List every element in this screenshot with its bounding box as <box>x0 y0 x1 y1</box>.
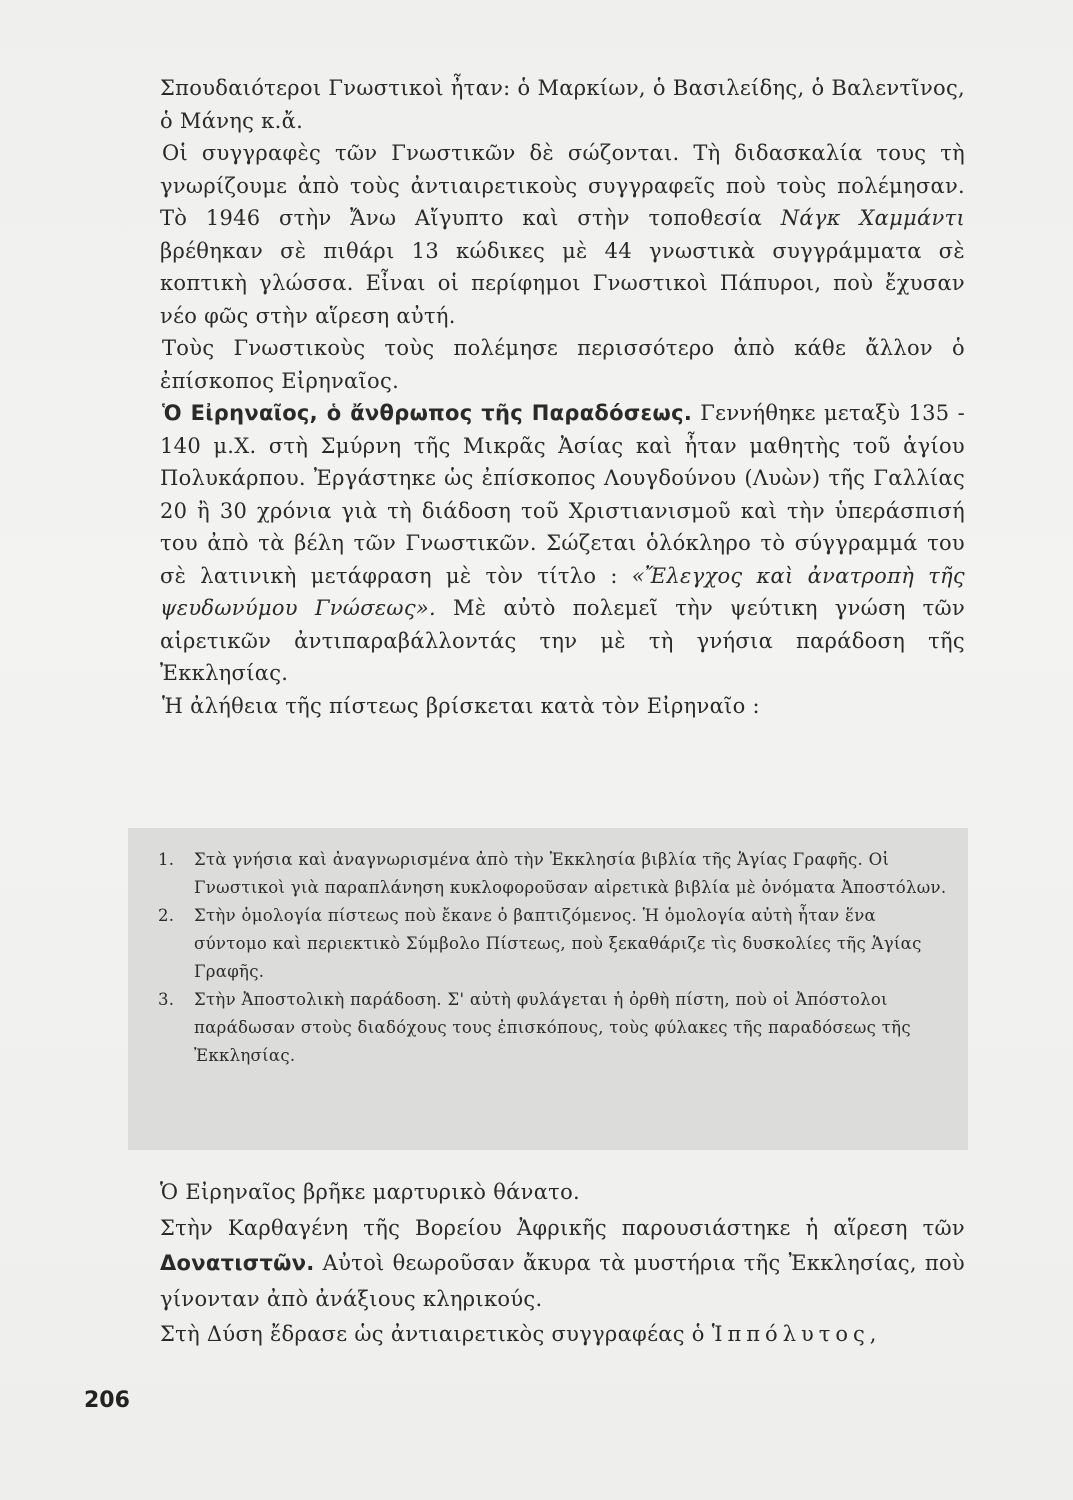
paragraph <box>160 1317 965 1353</box>
paragraph-text: Οἱ συγγραφὲς τῶν Γνωστικῶν δὲ σώζονται. Τὴ διδασκαλία τους τὴ γνωρίζουμε ἀπὸ τοὺς ἀντιαιρετικοὺς συγγραφεῖς ποὺ τοὺς πολέμησαν. Τὸ 1946 στὴν Ἄνω Αἴγυπτο καὶ στὴν τοποθεσία <box>160 141 965 230</box>
paragraph-text: βρέθηκαν σὲ πιθάρι 13 κώδικες μὲ 44 γνωστικὰ συγγράμματα σὲ κοπτικὴ γλώσσα. Εἶναι οἱ περίφημοι Γνωστικοὶ Πάπυροι, ποὺ ἔχυσαν νέο φῶς στὴν αἵρεση αὐτή. <box>160 238 965 328</box>
main-text <box>160 72 965 722</box>
list-number: 3. <box>158 990 175 1009</box>
paragraph <box>160 137 965 332</box>
paragraph <box>160 397 965 690</box>
numbered-list <box>158 846 948 1070</box>
paragraph <box>160 72 965 137</box>
section-heading: Ὁ Εἰρηναῖος, ὁ ἄνθρωπος τῆς Παραδόσεως. <box>162 401 693 425</box>
lower-text <box>160 1175 965 1353</box>
page-number: 206 <box>84 1388 130 1413</box>
list-text: Στὴν ὁμολογία πίστεως ποὺ ἔκανε ὁ βαπτιζόμενος. Ἡ ὁμολογία αὐτὴ ἦταν ἕνα σύντομο καὶ περιεκτικὸ Σύμβολο Πίστεως, ποὺ ξεκαθάριζε τὶς δυσκολίες τῆς Ἁγίας Γραφῆς. <box>194 906 922 981</box>
paragraph <box>160 690 965 723</box>
author-name-spaced: Ἱππόλυτος, <box>711 1322 882 1346</box>
list-number: 2. <box>158 906 175 925</box>
paragraph-text: Στὴν Καρθαγένη τῆς Βορείου Ἀφρικῆς παρουσιάστηκε ἡ αἵρεση τῶν <box>160 1215 965 1240</box>
paragraph-text: Στὴ Δύση ἔδρασε ὡς ἀντιαιρετικὸς συγγραφέας ὁ <box>160 1322 705 1346</box>
paragraph <box>160 332 965 397</box>
place-name-italic: Νάγκ Χαμμάντι <box>780 206 965 230</box>
paragraph-text: Γεννήθηκε μεταξὺ 135 - 140 μ.Χ. στὴ Σμύρνη τῆς Μικρᾶς Ἀσίας καὶ ἦταν μαθητὴς τοῦ ἁγίου Πολυκάρπου. Ἐργάστηκε ὡς ἐπίσκοπος Λουγδούνου (Λυὼν) τῆς Γαλλίας 20 ἢ 30 χρόνια γιὰ τὴ διάδοση τοῦ Χριστιανισμοῦ καὶ τὴν ὑπεράσπισή του ἀπὸ τὰ βέλη τῶν Γνωστικῶν. Σώζεται ὁλόκληρο τὸ σύγγραμμά του σὲ λατινικὴ μετάφραση μὲ τὸν τίτλο : <box>160 401 965 588</box>
paragraph-text: Τοὺς Γνωστικοὺς τοὺς πολέμησε περισσότερο ἀπὸ κάθε ἄλλον ὁ ἐπίσκοπος Εἰρηναῖος. <box>160 336 965 393</box>
paragraph-text: Αὐτοὶ θεωροῦσαν ἄκυρα τὰ μυστήρια τῆς Ἐκκλησίας, ποὺ γίνονταν ἀπὸ ἀνάξιους κληρικούς. <box>160 1251 965 1311</box>
list-item <box>158 986 948 1070</box>
book-title-italic: «Ἔλεγχος καὶ ἀνατροπὴ τῆς ψευδωνύμου Γνώσεως». <box>160 563 965 620</box>
list-text: Στὴν Ἀποστολικὴ παράδοση. Σ' αὐτὴ φυλάγεται ἡ ὀρθὴ πίστη, ποὺ οἱ Ἀπόστολοι παράδωσαν στοὺς διαδόχους τους ἐπισκόπους, τοὺς φύλακες τῆς παραδόσεως τῆς Ἐκκλησίας. <box>194 990 911 1065</box>
list-text: Στὰ γνήσια καὶ ἀναγνωρισμένα ἀπὸ τὴν Ἐκκλησία βιβλία τῆς Ἁγίας Γραφῆς. Οἱ Γνωστικοὶ γιὰ παραπλάνηση κυκλοφοροῦσαν αἱρετικὰ βιβλία μὲ ὀνόματα Ἀποστόλων. <box>194 850 947 897</box>
list-item <box>158 846 948 902</box>
list-item <box>158 902 948 986</box>
paragraph-text: Ἡ ἀλήθεια τῆς πίστεως βρίσκεται κατὰ τὸν Εἰρηναῖο : <box>162 693 760 718</box>
paragraph <box>160 1175 965 1211</box>
list-number: 1. <box>158 850 175 869</box>
paragraph-text: Σπουδαιότεροι Γνωστικοὶ ἦταν: ὁ Μαρκίων, ὁ Βασιλείδης, ὁ Βαλεντῖνος, ὁ Μάνης κ.ἄ. <box>160 76 965 133</box>
paragraph <box>160 1211 965 1318</box>
paragraph-text: Ὁ Εἰρηναῖος βρῆκε μαρτυρικὸ θάνατο. <box>160 1180 581 1204</box>
heresy-name-bold: Δονατιστῶν. <box>160 1251 315 1275</box>
paragraph-text: Μὲ αὐτὸ πολεμεῖ τὴν ψεύτικη γνώση τῶν αἱρετικῶν ἀντιπαραβάλλοντάς την μὲ τὴ γνήσια παράδοση τῆς Ἐκκλησίας. <box>160 596 966 685</box>
